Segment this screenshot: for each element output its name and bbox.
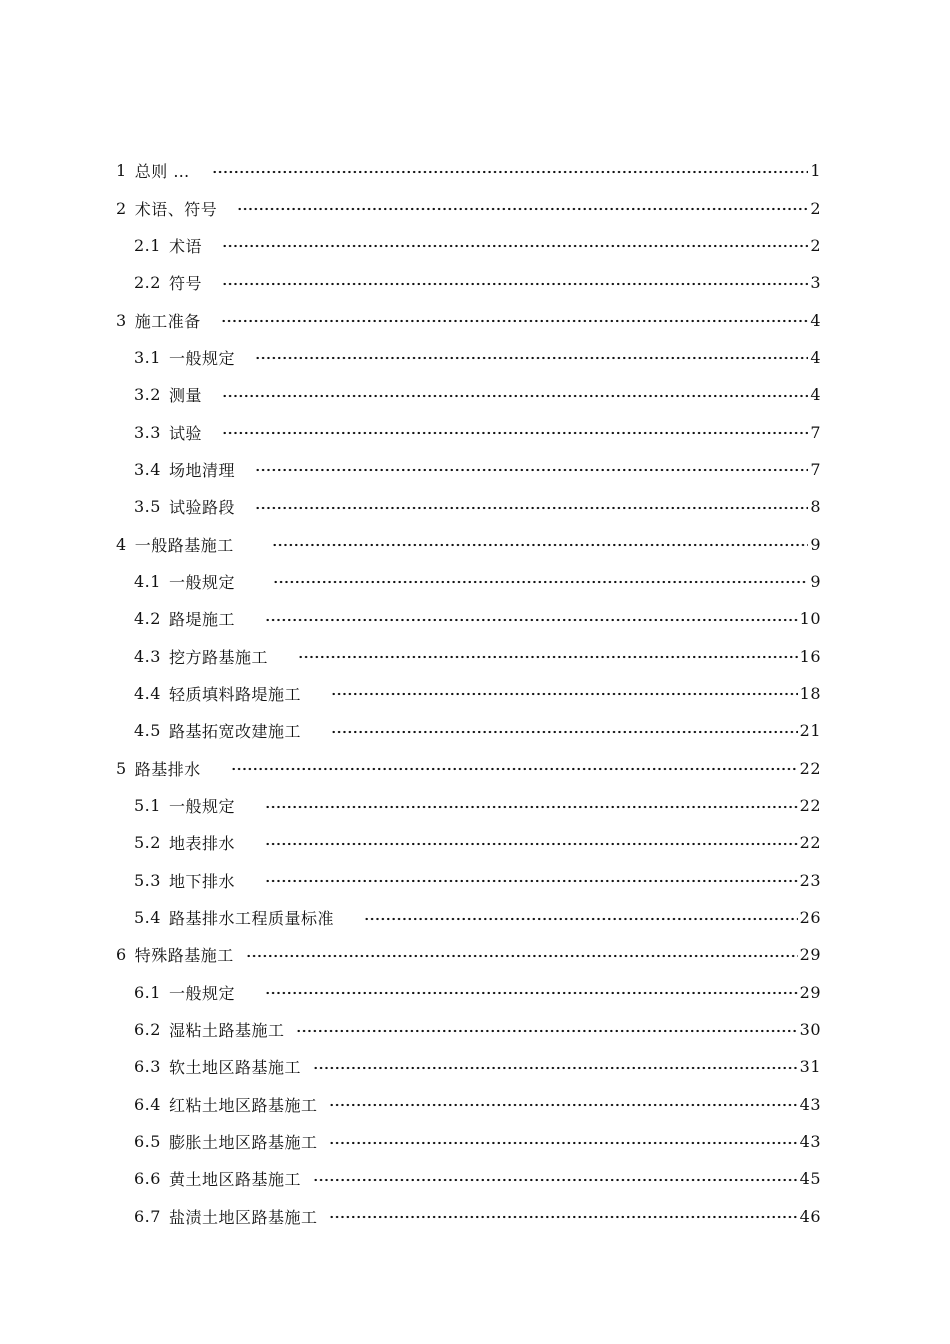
- toc-entry-page-number: 45: [799, 1169, 821, 1189]
- toc-entry-number: 6.2: [134, 1020, 161, 1040]
- toc-entry-title: 施工准备: [134, 311, 201, 331]
- toc-entry-title: 路堤施工: [168, 610, 235, 630]
- toc-entry-number: 6.4: [134, 1094, 161, 1114]
- toc-entry[interactable]: [0, 1086, 821, 1123]
- toc-entry-title: 符号: [168, 274, 202, 294]
- table-of-contents: [0, 152, 950, 1235]
- toc-entry[interactable]: [0, 1160, 821, 1197]
- dot-leader: [329, 1141, 797, 1145]
- toc-entry-number: 4.3: [134, 646, 161, 666]
- toc-entry-title: 试验: [168, 423, 202, 443]
- toc-entry-title: 测量: [168, 386, 202, 406]
- toc-entry[interactable]: [0, 936, 821, 973]
- dot-leader: [296, 1029, 797, 1033]
- toc-entry-number: 3.3: [134, 422, 161, 442]
- toc-entry-title: 盐渍土地区路基施工: [168, 1207, 318, 1227]
- toc-entry-title: 地表排水: [168, 834, 235, 854]
- dot-leader: [313, 1066, 798, 1070]
- toc-entry-page-number: 4: [810, 347, 821, 367]
- toc-entry[interactable]: [0, 824, 821, 861]
- toc-entry-page-number: 23: [799, 870, 821, 890]
- dot-leader: [221, 319, 809, 323]
- toc-entry-title: 黄土地区路基施工: [168, 1170, 301, 1190]
- dot-leader: [265, 991, 798, 995]
- toc-entry[interactable]: [0, 787, 821, 824]
- toc-entry-number: 6.6: [134, 1169, 161, 1189]
- toc-entry[interactable]: [0, 637, 821, 674]
- dot-leader: [255, 356, 808, 360]
- dot-leader: [222, 282, 808, 286]
- dot-leader: [231, 767, 798, 771]
- toc-entry-number: 6.1: [134, 982, 161, 1002]
- toc-entry-number: 6.3: [134, 1057, 161, 1077]
- dot-leader: [298, 655, 798, 659]
- toc-entry-title: 路基排水工程质量标准: [168, 909, 334, 929]
- dot-leader: [272, 543, 809, 547]
- dot-leader: [265, 805, 798, 809]
- toc-entry[interactable]: [0, 488, 821, 525]
- dot-leader: [329, 1215, 797, 1219]
- toc-entry-title: 软土地区路基施工: [168, 1058, 301, 1078]
- toc-entry[interactable]: [0, 675, 821, 712]
- toc-entry-title: 一般规定: [168, 572, 235, 592]
- toc-entry-number: 4.2: [134, 609, 161, 629]
- dot-leader: [329, 1103, 797, 1107]
- toc-entry-page-number: 43: [799, 1094, 821, 1114]
- toc-entry[interactable]: [0, 1011, 821, 1048]
- toc-entry[interactable]: [0, 227, 821, 264]
- dot-leader: [273, 580, 808, 584]
- toc-entry-page-number: 2: [810, 198, 821, 218]
- toc-entry-number: 1: [116, 161, 127, 181]
- toc-entry-number: 3.1: [134, 347, 161, 367]
- toc-entry-page-number: 29: [799, 945, 821, 965]
- toc-entry[interactable]: [0, 750, 821, 787]
- toc-entry-page-number: 8: [810, 497, 821, 517]
- dot-leader: [222, 244, 808, 248]
- toc-entry-number: 2.1: [134, 235, 161, 255]
- toc-entry-page-number: 7: [810, 459, 821, 479]
- toc-entry-number: 6.7: [134, 1206, 161, 1226]
- toc-entry-title: 挖方路基施工: [168, 647, 268, 667]
- toc-entry[interactable]: [0, 1048, 821, 1085]
- dot-leader: [212, 170, 809, 174]
- toc-entry-title: 试验路段: [168, 498, 235, 518]
- toc-entry-page-number: 3: [810, 273, 821, 293]
- toc-entry-page-number: 18: [799, 683, 821, 703]
- toc-entry-page-number: 31: [799, 1057, 821, 1077]
- dot-leader: [265, 842, 798, 846]
- toc-entry-title: 路基拓宽改建施工: [168, 722, 301, 742]
- toc-entry[interactable]: [0, 451, 821, 488]
- toc-entry-title: 特殊路基施工: [134, 946, 234, 966]
- toc-entry[interactable]: [0, 189, 821, 226]
- toc-entry-number: 5.2: [134, 833, 161, 853]
- toc-entry-page-number: 4: [810, 385, 821, 405]
- toc-entry-page-number: 22: [799, 796, 821, 816]
- toc-entry-title: 地下排水: [168, 871, 235, 891]
- toc-entry-title: 场地清理: [168, 460, 235, 480]
- toc-entry-number: 2.2: [134, 273, 161, 293]
- dot-leader: [255, 468, 808, 472]
- dot-leader: [222, 394, 808, 398]
- toc-entry-page-number: 7: [810, 422, 821, 442]
- toc-entry-title: 湿粘土路基施工: [168, 1021, 285, 1041]
- toc-entry[interactable]: [0, 413, 821, 450]
- toc-entry[interactable]: [0, 862, 821, 899]
- toc-entry-number: 6: [116, 945, 127, 965]
- toc-entry-page-number: 1: [810, 161, 821, 181]
- toc-entry[interactable]: [0, 600, 821, 637]
- toc-entry-number: 6.5: [134, 1132, 161, 1152]
- dot-leader: [364, 917, 798, 921]
- toc-entry[interactable]: [0, 1123, 821, 1160]
- toc-entry-number: 3.4: [134, 459, 161, 479]
- toc-entry-page-number: 2: [810, 235, 821, 255]
- toc-entry-page-number: 16: [799, 646, 821, 666]
- toc-entry-number: 2: [116, 198, 127, 218]
- toc-entry-title: 膨胀土地区路基施工: [168, 1133, 318, 1153]
- toc-entry-page-number: 22: [799, 758, 821, 778]
- dot-leader: [265, 879, 798, 883]
- toc-entry-title: 轻质填料路堤施工: [168, 684, 301, 704]
- toc-entry-title: 术语: [168, 236, 202, 256]
- toc-entry[interactable]: [0, 974, 821, 1011]
- dot-leader: [331, 730, 798, 734]
- dot-leader: [237, 207, 808, 211]
- toc-entry[interactable]: [0, 712, 821, 749]
- toc-entry-number: 5: [116, 758, 127, 778]
- toc-entry[interactable]: [0, 152, 821, 189]
- toc-entry-title: 术语、符号: [134, 199, 218, 219]
- toc-entry[interactable]: [0, 301, 821, 338]
- toc-entry-page-number: 21: [799, 721, 821, 741]
- toc-entry-title: 路基排水: [134, 759, 201, 779]
- toc-entry-number: 4.5: [134, 721, 161, 741]
- dot-leader: [255, 506, 808, 510]
- toc-entry-page-number: 29: [799, 982, 821, 1002]
- toc-entry-page-number: 22: [799, 833, 821, 853]
- toc-entry-page-number: 26: [799, 908, 821, 928]
- toc-entry[interactable]: [0, 1198, 821, 1235]
- toc-entry-page-number: 43: [799, 1132, 821, 1152]
- toc-entry-number: 5.1: [134, 796, 161, 816]
- toc-entry-title: 红粘土地区路基施工: [168, 1095, 318, 1115]
- toc-entry-number: 3: [116, 310, 127, 330]
- toc-entry-number: 4: [116, 534, 127, 554]
- toc-entry-title: 一般规定: [168, 797, 235, 817]
- toc-entry-number: 4.1: [134, 571, 161, 591]
- toc-entry-page-number: 30: [799, 1020, 821, 1040]
- toc-entry-title: 一般规定: [168, 348, 235, 368]
- toc-entry[interactable]: [0, 264, 821, 301]
- toc-entry-number: 5.3: [134, 870, 161, 890]
- toc-entry-page-number: 10: [799, 609, 821, 629]
- toc-entry-title: 一般规定: [168, 983, 235, 1003]
- toc-entry-page-number: 9: [810, 534, 821, 554]
- dot-leader: [331, 692, 798, 696]
- toc-entry[interactable]: [0, 563, 821, 600]
- dot-leader: [222, 431, 808, 435]
- dot-leader: [246, 954, 798, 958]
- toc-entry[interactable]: [0, 525, 821, 562]
- dot-leader: [265, 618, 798, 622]
- toc-entry-number: 4.4: [134, 683, 161, 703]
- toc-entry[interactable]: [0, 339, 821, 376]
- toc-entry-page-number: 46: [799, 1206, 821, 1226]
- toc-entry-page-number: 4: [810, 310, 821, 330]
- toc-entry[interactable]: [0, 899, 821, 936]
- toc-entry-title: 总则 …: [134, 162, 190, 182]
- toc-entry-number: 5.4: [134, 908, 161, 928]
- toc-entry[interactable]: [0, 376, 821, 413]
- toc-entry-title: 一般路基施工: [134, 535, 234, 555]
- toc-entry-number: 3.2: [134, 385, 161, 405]
- toc-entry-number: 3.5: [134, 497, 161, 517]
- toc-entry-page-number: 9: [810, 571, 821, 591]
- dot-leader: [313, 1178, 798, 1182]
